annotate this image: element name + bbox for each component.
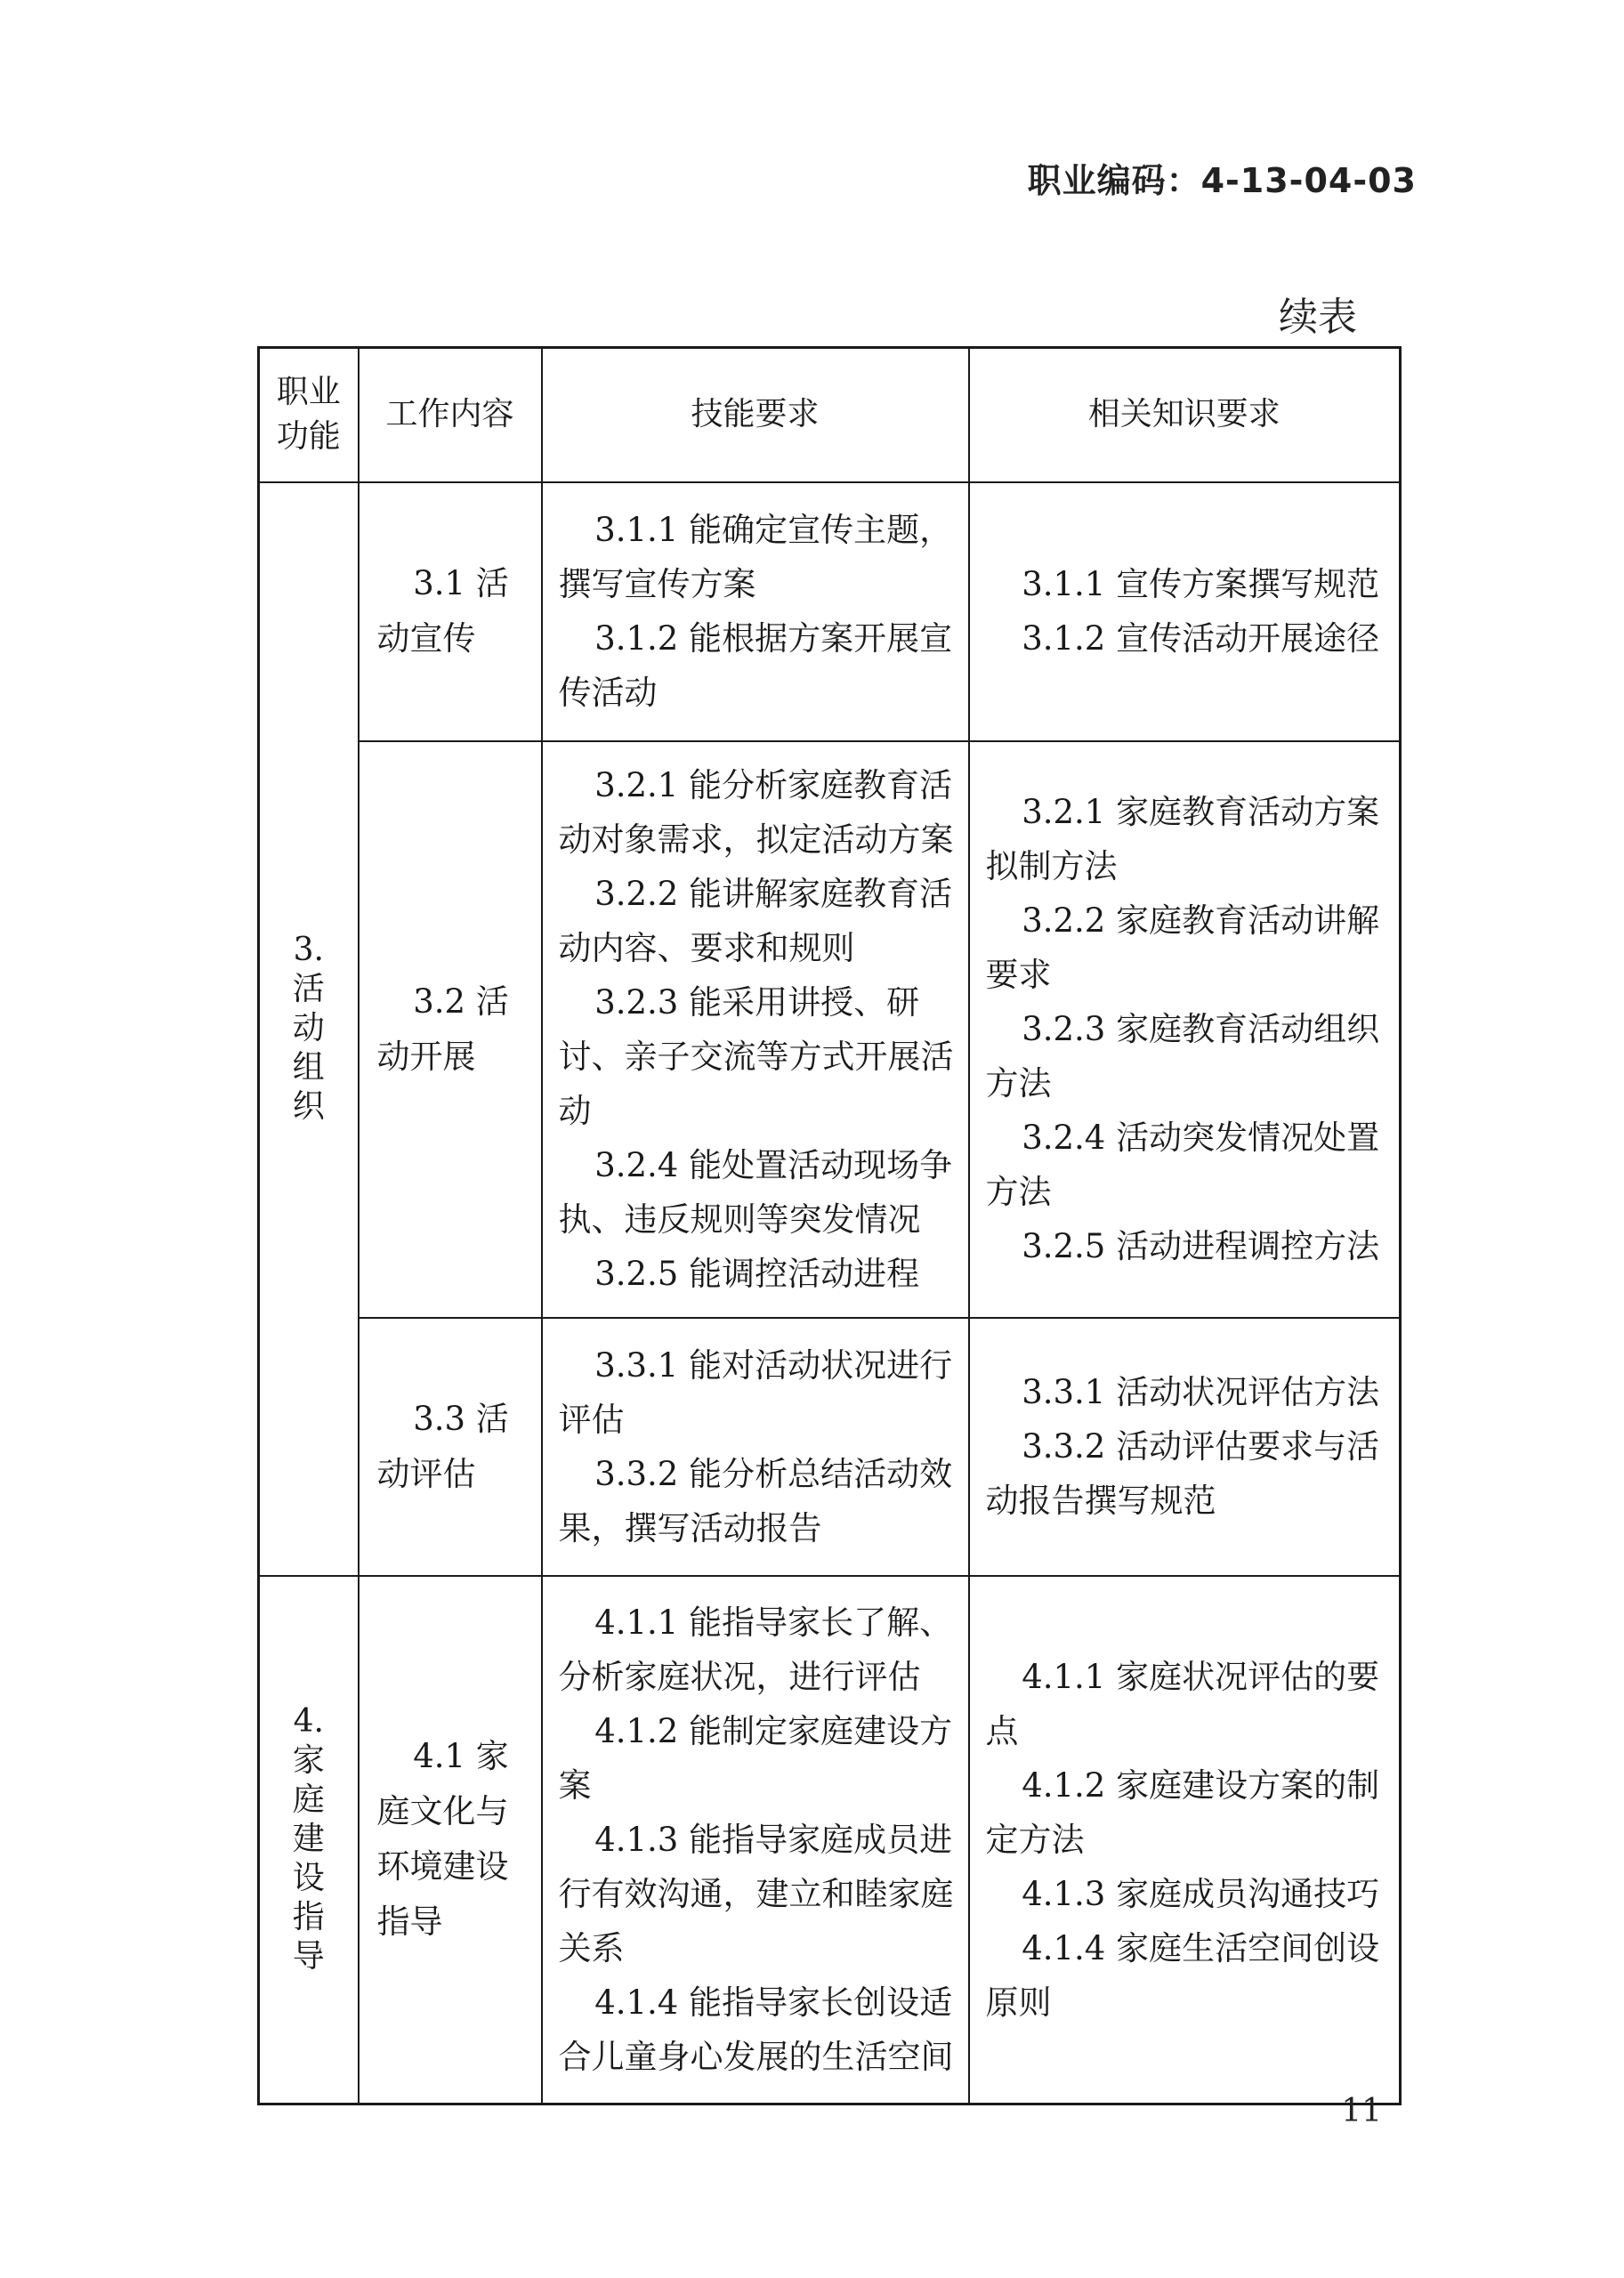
knowledge-item: 4.1.4 家庭生活空间创设原则 [985,1928,1380,2022]
skill-item: 4.1.4 能指导家长创设适合儿童身心发展的生活空间 [558,1983,954,2076]
skills-cell [542,482,969,741]
knowledge-item: 3.3.2 活动评估要求与活动报告撰写规范 [985,1427,1380,1520]
skills-cell [542,1576,969,2104]
header-work: 工作内容 [359,348,542,482]
knowledge-cell [969,1318,1401,1576]
skill-item: 3.2.5 能调控活动进程 [594,1254,920,1293]
work-content-cell [359,482,542,741]
page-number: 11 [1341,2093,1382,2129]
knowledge-item: 3.2.1 家庭教育活动方案拟制方法 [985,793,1380,885]
skills-cell [542,741,969,1318]
knowledge-item: 4.1.1 家庭状况评估的要点 [985,1657,1380,1750]
knowledge-item: 3.2.2 家庭教育活动讲解要求 [985,901,1380,994]
skill-item: 3.3.1 能对活动状况进行评估 [558,1345,953,1439]
standards-table [257,346,1402,2105]
work-content-text: 3.3 活动评估 [376,1399,509,1493]
work-content-text: 3.1 活动宣传 [376,564,509,658]
skill-item: 4.1.2 能制定家庭建设方案 [558,1711,953,1805]
table-row [259,741,1401,1318]
skill-item: 3.2.4 能处置活动现场争执、违反规则等突发情况 [558,1145,953,1239]
skill-item: 3.1.1 能确定宣传主题，撰写宣传方案 [558,511,953,603]
work-content-text: 3.2 活动开展 [376,981,509,1076]
skill-item: 3.2.1 能分析家庭教育活动对象需求，拟定活动方案 [558,765,954,859]
skill-item: 4.1.3 能指导家庭成员进行有效沟通，建立和睦家庭关系 [558,1820,954,1967]
knowledge-item: 3.2.5 活动进程调控方法 [1022,1227,1380,1265]
table-row [259,1576,1401,2104]
knowledge-item: 4.1.2 家庭建设方案的制定方法 [985,1765,1380,1859]
knowledge-cell [969,1576,1401,2104]
skill-item: 3.2.3 能采用讲授、研讨、亲子交流等方式开展活动 [558,982,954,1130]
continued-label: 续表 [1279,295,1357,340]
skill-item: 3.1.2 能根据方案开展宣传活动 [558,619,953,712]
knowledge-item: 3.2.4 活动突发情况处置方法 [985,1119,1380,1211]
knowledge-item: 3.1.1 宣传方案撰写规范 [1022,565,1380,603]
header-function: 职业功能 [259,348,359,482]
work-content-cell [359,1576,542,2104]
knowledge-item: 3.3.1 活动状况评估方法 [1022,1373,1380,1411]
knowledge-item: 3.2.3 家庭教育活动组织方法 [985,1010,1380,1103]
work-content-text: 4.1 家庭文化与环境建设指导 [376,1737,509,1942]
work-content-cell [359,1318,542,1576]
skill-item: 4.1.1 能指导家长了解、分析家庭状况，进行评估 [558,1603,953,1696]
header-skills: 技能要求 [542,348,969,482]
work-content-cell [359,741,542,1318]
table-row [259,482,1401,741]
occupation-code: 职业编码：4-13-04-03 [1027,161,1417,200]
skill-item: 3.3.2 能分析总结活动效果，撰写活动报告 [558,1454,953,1547]
function-cell: 4.家庭建设指导 [259,1576,359,2104]
header-knowledge: 相关知识要求 [969,348,1401,482]
function-cell: 3.活动组织 [259,482,359,1576]
skill-item: 3.2.2 能讲解家庭教育活动内容、要求和规则 [558,874,953,967]
table-header-row [259,348,1401,482]
table-row [259,1318,1401,1576]
knowledge-item: 3.1.2 宣传活动开展途径 [1022,619,1380,658]
knowledge-item: 4.1.3 家庭成员沟通技巧 [1022,1874,1380,1913]
knowledge-cell [969,482,1401,741]
skills-cell [542,1318,969,1576]
knowledge-cell [969,741,1401,1318]
